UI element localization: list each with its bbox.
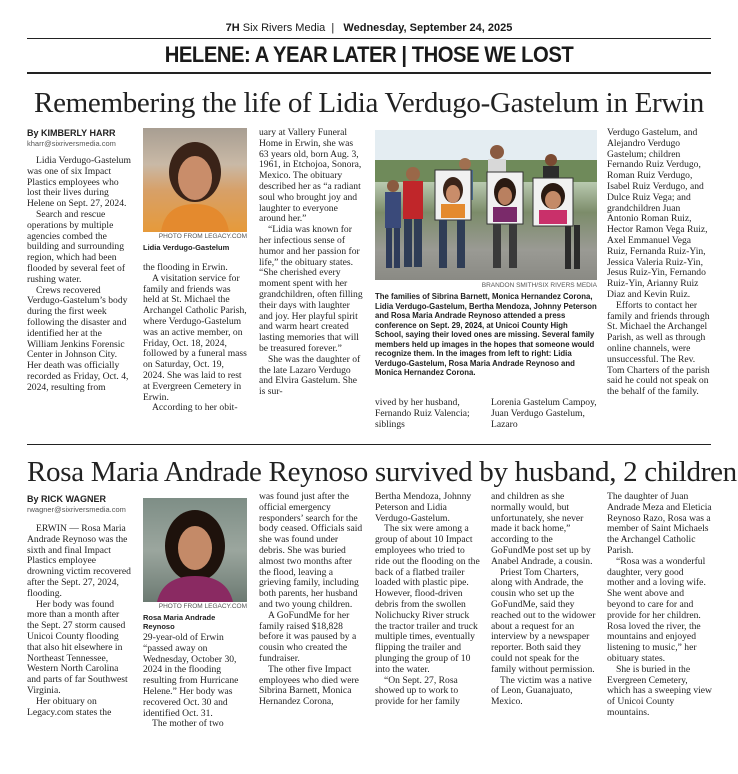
paragraph: Crews recovered Verdugo-Gastelum’s body during the first week following the disaster and identified her at the William Jenkins Forensic Center in Johnson City. Her death was officially recorded as Friday, Oct. 4, 2024, resulting from — [27, 284, 129, 393]
paragraph: The mother of two — [152, 718, 224, 730]
paragraph: Lorenia Gastelum Campoy, Juan Verdugo Gastelum, Lazaro — [491, 397, 597, 430]
paragraph: was found just after the official emergency responders’ search for the body ceased. Officials said she was found under debris. She was buried almost two months after the flood, leaving a grieving family, including both parents, her husband and two young children. — [259, 491, 363, 610]
paragraph: Bertha Mendoza, Johnny Peterson and Lidia Verdugo-Gastelum. — [375, 491, 472, 524]
rosa-portrait-photo — [143, 498, 247, 602]
paragraph: “Rosa was a wonderful daughter, very good mother and a loving wife. She went above and beyond to care for and provide for her children. Rosa loved the river, the mountains and enjoyed listening to music,” her obituary states. — [607, 555, 706, 664]
article1-column-5 — [491, 398, 597, 430]
group-photo-credit: BRANDON SMITH/SIX RIVERS MEDIA — [481, 282, 597, 289]
article1-column-1 — [27, 156, 133, 394]
paragraph: The other five Impact employees who died were Sibrina Barnett, Monica Hernandez Corona, — [259, 663, 359, 708]
article1-byline-block — [27, 128, 133, 148]
article1-email[interactable]: kharr@sixriversmedia.com — [27, 139, 116, 148]
issue-date: Wednesday, September 24, 2025 — [343, 22, 513, 34]
paragraph: According to her obit- — [152, 402, 238, 414]
article2-column-5 — [491, 492, 597, 708]
article1-headline: Remembering the life of Lidia Verdugo-Gastelum in Erwin — [34, 87, 704, 119]
paragraph: She is buried in the Evergreen Cemetery, which has a sweeping view of Unicoi County mountains. — [607, 663, 712, 718]
paragraph: A visitation service for family and friends was held at St. Michael the Archangel Catholic Parish, where Verdugo-Gastelum was an active member, on Friday, Oct. 18, 2024, followed by a funeral mass on Saturday, Oct. 19, 2024. She was laid to rest at Evergreen Cemetery in Erwin. — [143, 272, 247, 403]
paragraph: The six were among a group of about 10 Impact employees who tried to ride out the flooding on the back of a flatbed trailer loaded with plastic pipe. However, flood-driven debris from the swollen Nolichucky River struck the tractor trailer and truck multiple times, eventually flipping the trailer and plunging the group of 10 into the water. — [375, 523, 480, 675]
article1-column-2 — [143, 263, 247, 414]
paragraph: ERWIN — Rosa Maria Andrade Reynoso was the sixth and final Impact Plastics employee drowning victim recovered after the Sept. 27, 2024, flooding. — [27, 523, 131, 599]
paragraph: The daughter of Juan Andrade Meza and Eleticia Reynoso Razo, Rosa was a member of Saint Michaels the Archangel Catholic Parish. — [607, 491, 712, 556]
article2-column-2 — [143, 633, 247, 730]
article2-column-3 — [259, 492, 365, 708]
paragraph: vived by her husband, Fernando Ruiz Valencia; siblings — [375, 397, 470, 430]
header-rule — [27, 38, 711, 39]
article2-column-6 — [607, 492, 713, 719]
article2-headline: Rosa Maria Andrade Reynoso survived by husband, 2 children — [27, 456, 737, 488]
article2-byline-block — [27, 494, 133, 514]
paragraph: Her body was found more than a month after the Sept. 27 storm caused Unicoi County flooding that also hit elsewhere in Northeast Tennessee, Western North Carolina and parts of far Southwest Virginia. — [27, 598, 128, 696]
rosa-photo-caption: Rosa Maria Andrade Reynoso — [143, 613, 216, 631]
article2-column-4 — [375, 492, 481, 708]
group-photo-caption: The families of Sibrina Barnett, Monica Hernandez Corona, Lidia Verdugo-Gastelum, Bertha Mendoza, Johnny Peterson and Rosa Maria Andrade Reynoso attended a press conference on Sept. 29, 2024, at Unicoi County High School, saying their loved ones are missing. Several family members held up images in the hopes that someone would recognize them. In the images from left to right: Lidia Verdugo-Gastelum, Rosa Maria Andrade Reynoso and Monica Hernandez Corona. — [375, 292, 597, 377]
paragraph: Search and rescue operations by multiple agencies combed the building and surrounding region, which had been flooded by several feet of rushing water. — [27, 208, 126, 285]
paragraph: the flooding in Erwin. — [143, 262, 228, 273]
article1-byline: By KIMBERLY HARR — [27, 128, 116, 138]
page-header: 7H Six Rivers Media | Wednesday, September 24, 2025 — [225, 22, 513, 34]
paragraph: and children as she normally would, but unfortunately, she never made it back home,” according to the GoFundMe post set up by Anabel Andrade, a cousin. — [491, 491, 593, 567]
article-divider — [27, 444, 711, 445]
portrait-illustration — [143, 498, 247, 602]
rosa-photo-credit: PHOTO FROM LEGACY.COM — [158, 603, 247, 610]
paragraph: Her obituary on Legacy.com states the — [27, 695, 112, 718]
section-title: HELENE: A YEAR LATER | THOSE WE LOST — [164, 42, 574, 67]
publication-name: Six Rivers Media — [242, 22, 326, 34]
section-rule — [27, 72, 711, 74]
article1-column-6 — [607, 128, 713, 398]
paragraph: “Lidia was known for her infectious sense of humor and her passion for life,” the obituary states. “She cherished every moment spent with her grandchildren, often filling their days with laughter and joy. Her playful spirit and warm heart created lasting memories that will be treasured forever.” — [259, 224, 363, 354]
paragraph: Verdugo Gastelum, and Alejandro Verdugo Gastelum; children Fernando Ruiz Verdugo, Roman Ruiz Verdugo, Isabel Ruiz Verdugo, and Dulce Ruiz Vega; and grandchildren Juan Antonio Roman Ruiz, Hector Ramon Vega Ruiz, Axel Emmanuel Vega Ruiz, Fernanda Ruiz-Yin, Jessica Valeria Ruiz-Yin, Jesus Ruiz-Yin, Fernando Ruiz-Yin, Arianny Ruiz Diaz and Kevin Ruiz. — [607, 127, 708, 300]
group-photo-illustration — [375, 130, 597, 280]
paragraph: “On Sept. 27, Rosa showed up to work to provide for her family — [375, 674, 460, 708]
paragraph: Lidia Verdugo-Gastelum was one of six Impact Plastics employees who lost their lives during Helene on Sept. 27, 2024. — [27, 155, 131, 210]
portrait-illustration — [143, 128, 247, 232]
paragraph: She was the daughter of the late Lazaro Verdugo and Elvira Gastelum. She is sur- — [259, 353, 361, 398]
paragraph: A GoFundMe for her family raised $18,828 before it was paused by a cousin who created the fundraiser. — [259, 609, 357, 664]
paragraph: Efforts to contact her family and friends through St. Michael the Archangel Parish, as well as through online channels, were unsuccessful. The Rev. Tom Charters of the parish said he could not speak on the behalf of the family. — [607, 299, 710, 398]
paragraph: Priest Tom Charters, along with Andrade, the cousin who set up the GoFundMe, said they reached out to the widower about a request for an interview by a newspaper reporter. Both said they could not speak for the family without permission. — [491, 566, 596, 675]
lidia-photo-credit: PHOTO FROM LEGACY.COM — [158, 233, 247, 240]
page-number: 7H — [225, 22, 240, 34]
lidia-portrait-photo — [143, 128, 247, 232]
article2-email[interactable]: rwagner@sixriversmedia.com — [27, 505, 126, 514]
article1-column-3 — [259, 128, 365, 398]
article2-byline: By RICK WAGNER — [27, 494, 107, 504]
paragraph: The victim was a native of Leon, Guanajuato, Mexico. — [491, 674, 592, 708]
lidia-photo-caption: Lidia Verdugo-Gastelum — [143, 243, 230, 252]
group-press-conference-photo — [375, 130, 597, 280]
article2-column-1 — [27, 524, 133, 718]
paragraph: 29-year-old of Erwin “passed away on Wednesday, October 30, 2024 in the flooding resulting from Hurricane Helene.” Her body was recovered Oct. 30 and identified Oct. 31. — [143, 632, 239, 719]
paragraph: uary at Vallery Funeral Home in Erwin, she was 63 years old, born Aug. 3, 1961, in Etchojoa, Sonora, Mexico. The obituary described her as “a radiant soul who brought joy and laughter to everyone around her.” — [259, 127, 362, 225]
article1-column-4 — [375, 398, 481, 430]
